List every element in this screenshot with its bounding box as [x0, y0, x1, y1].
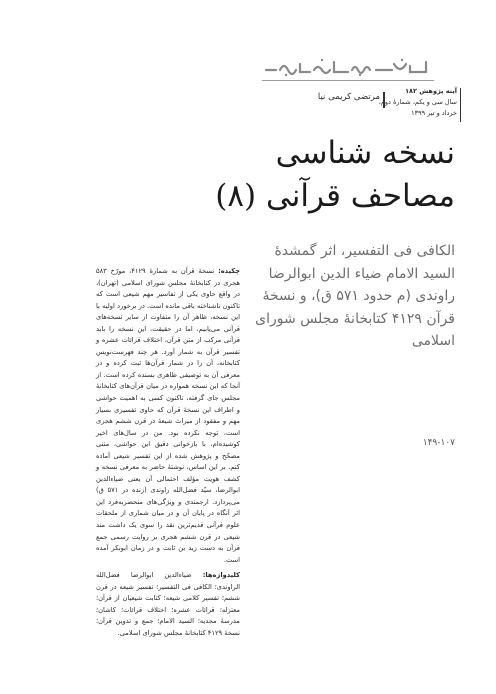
title-line-2: مصاحف قرآنی (۸)	[215, 178, 455, 214]
page-range: ۱۴۹-۱۰۷	[422, 438, 455, 448]
abstract-label: چکیده:	[218, 267, 240, 275]
issue-divider	[460, 88, 461, 122]
journal-logo	[262, 56, 434, 80]
keywords	[96, 570, 240, 639]
issue-info	[378, 86, 457, 119]
keywords-label: کلیدواژه‌ها:	[202, 571, 240, 579]
abstract	[96, 266, 240, 566]
issue-date: خرداد و تیر ۱۳۹۹	[411, 109, 457, 117]
page-title	[160, 132, 455, 218]
abstract-text: نسخۀ قرآن به شمارۀ ۴۱۲۹، مورّخ ۵۸۳ هجری در کتابخانۀ مجلس شورای اسلامی (تهران)، در واقع حاوی یکی از تفاسیر مهم شیعی است که تاکنون ناشناخته باقی مانده است. در برخورد اولیه با این نسخه، ظاهر آن را متفاوت از سایر نسخه‌های قرآنی می‌یابیم، اما در حقیقت، این نسخه را باید قرآنی مرکب از متن قرآن، اختلاف قرائات عشره و تفسیر قرآن به شمار آورد. هر چند فهرست‌نویس کتابخانه، آن را در شمار قرآن‌ها ثبت کرده و در معرفی آن به توصیفی ظاهری بسنده کرده است. از آنجا که این نسخه همواره در میان قرآن‌های کتابخانۀ مجلس جای گرفته، تاکنون کسی به اهمیت حواشی و اطراف این نسخۀ قرآن که حاوی تفسیری بسیار مهم و مفقود از میراث شیعۀ در قرن ششم هجری است، توجه نکرده بود. من در سال‌های اخیر کوشیده‌ام، با بازخوانی دقیق این حواشی، متنی مصحّح و پژوهش شده از این تفسیر شیعی آماده کنم. بر این اساس، نوشتۀ حاضر به معرفی نسخه و کشف هویت مؤلف احتمالی آن یعنی ضیاءالدین ابوالرضا، سیّد فضل‌الله راوندی (زنده در ۵۷۱ ق) می‌پردازد. ارجمندی و ویژگی‌های منحصربه‌فرد این اثر آنگاه در پایان آن و در میان شماری از ملحقات علوم قرآنی قدیم‌ترین نقد را سوی یک داشت مند شیعی در قرن ششم هجری بر روایت رسمی جمع قرآن به دست زید بن ثابت و در زمان ابوبکر آمده است.	[96, 267, 240, 564]
article-heading: الکافی فی التفسیر، اثر گمشدۀ السید الامام ضیاء الدین ابوالرضا راوندی (م حدود ۵۷۱ ق)، و نسخۀ قرآن ۴۱۲۹ کتابخانۀ مجلس شورای اسلامی	[255, 243, 455, 349]
issue-volume: سال سی و یکم، شمارۀ دوم،	[378, 98, 457, 106]
issue-number: آینه پژوهش ۱۸۲	[405, 87, 457, 95]
author-name: مرتضی کریمی نیا	[317, 92, 380, 102]
title-line-1: نسخه شناسی	[275, 135, 455, 171]
svg-text:تقدوسرس سکلا: تقدوسرس سکلا	[422, 78, 429, 79]
logo-divider	[262, 80, 434, 81]
keywords-text: ضیاءالدین ابوالرضا فضل‌الله الراوندی؛ الکافی فی التفسیر؛ تفسیر شیعه در قرن ششم؛ تفسیر کلامی شیعه؛ کتابت شیعیان از قرآن؛ معتزله؛ قرائات عشره؛ اختلاف قرائات؛ کاشان؛ مدرسۀ مجدیه؛ السید الامام؛ جمع و تدوین قرآن؛ نسخۀ ۴۱۲۹ کتابخانۀ مجلس شورای اسلامی.	[96, 571, 240, 637]
